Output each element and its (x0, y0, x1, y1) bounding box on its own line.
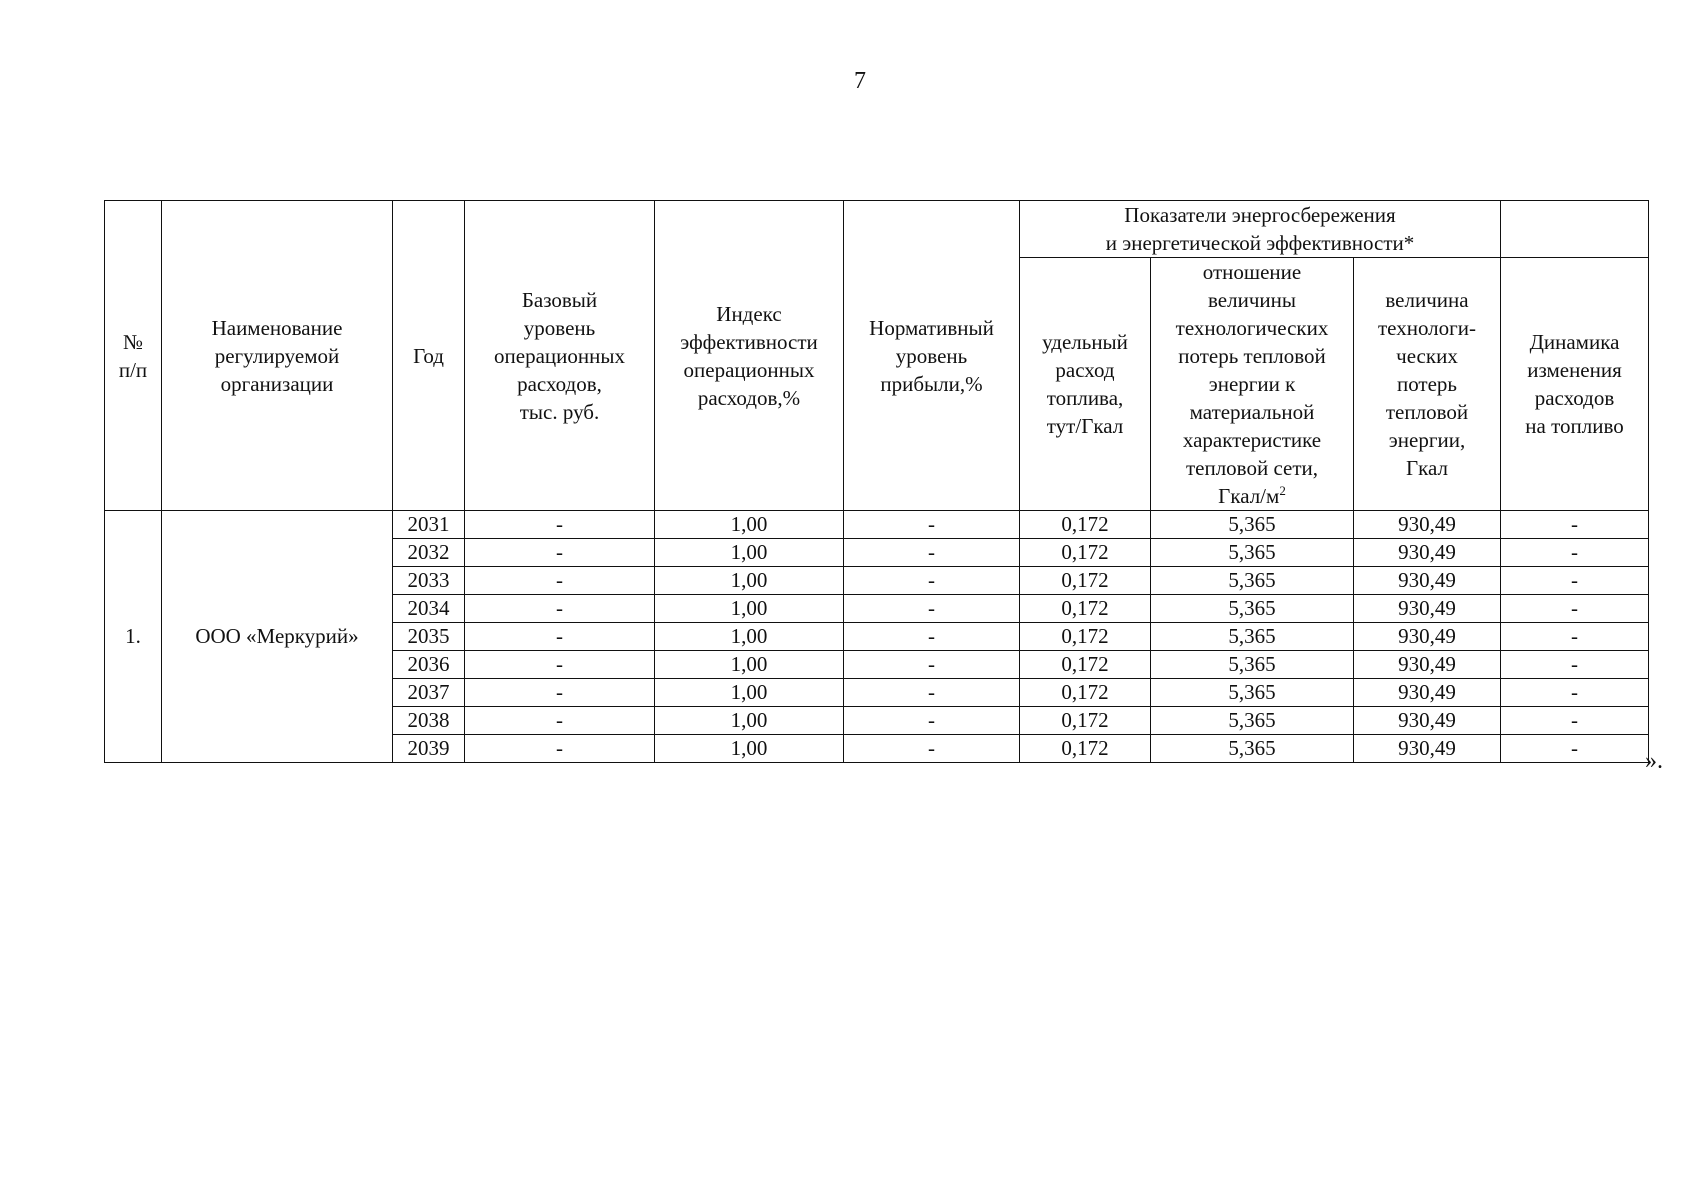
base-level-cell: - (465, 511, 655, 539)
fuel-rate-cell: 0,172 (1020, 567, 1151, 595)
loss-value-cell: 930,49 (1354, 651, 1501, 679)
loss-value-cell: 930,49 (1354, 595, 1501, 623)
fuel-rate-cell: 0,172 (1020, 651, 1151, 679)
fuel-dynamics-cell: - (1501, 539, 1649, 567)
base-level-cell: - (465, 567, 655, 595)
profit-level-cell: - (844, 511, 1020, 539)
row-number-cell: 1. (105, 511, 162, 763)
header-energy-group: Показатели энергосбережения и энергетической эффективности* (1020, 201, 1501, 258)
efficiency-index-cell: 1,00 (655, 679, 844, 707)
fuel-dynamics-cell: - (1501, 679, 1649, 707)
efficiency-index-cell: 1,00 (655, 651, 844, 679)
efficiency-index-cell: 1,00 (655, 511, 844, 539)
header-empty-cell (1501, 201, 1649, 258)
header-loss-ratio: отношение величины технологических потерь тепловой энергии к материальной характеристике тепловой сети, Гкал/$м^2$ (1151, 258, 1354, 511)
profit-level-cell: - (844, 595, 1020, 623)
header-loss-value: величина технологи- ческих потерь тепловой энергии, Гкал (1354, 258, 1501, 511)
fuel-dynamics-cell: - (1501, 511, 1649, 539)
year-cell: 2033 (393, 567, 465, 595)
header-profit-level: Нормативный уровень прибыли,% (844, 201, 1020, 511)
fuel-dynamics-cell: - (1501, 567, 1649, 595)
fuel-rate-cell: 0,172 (1020, 679, 1151, 707)
tariff-table (104, 200, 1649, 763)
year-cell: 2032 (393, 539, 465, 567)
base-level-cell: - (465, 595, 655, 623)
header-year: Год (393, 201, 465, 511)
header-org-name: Наименование регулируемой организации (162, 201, 393, 511)
profit-level-cell: - (844, 651, 1020, 679)
efficiency-index-cell: 1,00 (655, 623, 844, 651)
year-cell: 2039 (393, 735, 465, 763)
profit-level-cell: - (844, 735, 1020, 763)
base-level-cell: - (465, 651, 655, 679)
base-level-cell: - (465, 623, 655, 651)
base-level-cell: - (465, 735, 655, 763)
fuel-rate-cell: 0,172 (1020, 539, 1151, 567)
efficiency-index-cell: 1,00 (655, 735, 844, 763)
year-cell: 2037 (393, 679, 465, 707)
loss-value-cell: 930,49 (1354, 707, 1501, 735)
fuel-dynamics-cell: - (1501, 595, 1649, 623)
fuel-rate-cell: 0,172 (1020, 595, 1151, 623)
header-fuel-dynamics: Динамика изменения расходов на топливо (1501, 258, 1649, 511)
efficiency-index-cell: 1,00 (655, 707, 844, 735)
loss-ratio-cell: 5,365 (1151, 539, 1354, 567)
loss-ratio-cell: 5,365 (1151, 679, 1354, 707)
loss-ratio-cell: 5,365 (1151, 623, 1354, 651)
header-efficiency-index: Индекс эффективности операционных расходов,% (655, 201, 844, 511)
table-header (105, 201, 1649, 511)
loss-value-cell: 930,49 (1354, 679, 1501, 707)
loss-value-cell: 930,49 (1354, 511, 1501, 539)
profit-level-cell: - (844, 679, 1020, 707)
fuel-rate-cell: 0,172 (1020, 735, 1151, 763)
fuel-dynamics-cell: - (1501, 623, 1649, 651)
efficiency-index-cell: 1,00 (655, 595, 844, 623)
table-body (105, 511, 1649, 763)
loss-ratio-cell: 5,365 (1151, 511, 1354, 539)
fuel-dynamics-cell: - (1501, 651, 1649, 679)
fuel-rate-cell: 0,172 (1020, 623, 1151, 651)
closing-quote-mark: ». (1645, 748, 1663, 774)
fuel-rate-cell: 0,172 (1020, 707, 1151, 735)
loss-value-cell: 930,49 (1354, 735, 1501, 763)
fuel-dynamics-cell: - (1501, 735, 1649, 763)
header-num: № п/п (105, 201, 162, 511)
header-base-level: Базовый уровень операционных расходов, тыс. руб. (465, 201, 655, 511)
efficiency-index-cell: 1,00 (655, 539, 844, 567)
profit-level-cell: - (844, 567, 1020, 595)
profit-level-cell: - (844, 539, 1020, 567)
loss-ratio-cell: 5,365 (1151, 595, 1354, 623)
year-cell: 2035 (393, 623, 465, 651)
loss-value-cell: 930,49 (1354, 623, 1501, 651)
loss-value-cell: 930,49 (1354, 539, 1501, 567)
year-cell: 2034 (393, 595, 465, 623)
header-fuel-rate: удельный расход топлива, тут/Гкал (1020, 258, 1151, 511)
base-level-cell: - (465, 539, 655, 567)
table-row (105, 511, 1649, 539)
org-name-cell: ООО «Меркурий» (162, 511, 393, 763)
profit-level-cell: - (844, 707, 1020, 735)
year-cell: 2038 (393, 707, 465, 735)
profit-level-cell: - (844, 623, 1020, 651)
year-cell: 2031 (393, 511, 465, 539)
loss-value-cell: 930,49 (1354, 567, 1501, 595)
fuel-dynamics-cell: - (1501, 707, 1649, 735)
base-level-cell: - (465, 707, 655, 735)
year-cell: 2036 (393, 651, 465, 679)
fuel-rate-cell: 0,172 (1020, 511, 1151, 539)
loss-ratio-cell: 5,365 (1151, 567, 1354, 595)
loss-ratio-cell: 5,365 (1151, 707, 1354, 735)
base-level-cell: - (465, 679, 655, 707)
efficiency-index-cell: 1,00 (655, 567, 844, 595)
loss-ratio-cell: 5,365 (1151, 651, 1354, 679)
loss-ratio-cell: 5,365 (1151, 735, 1354, 763)
page-number: 7 (854, 68, 866, 94)
